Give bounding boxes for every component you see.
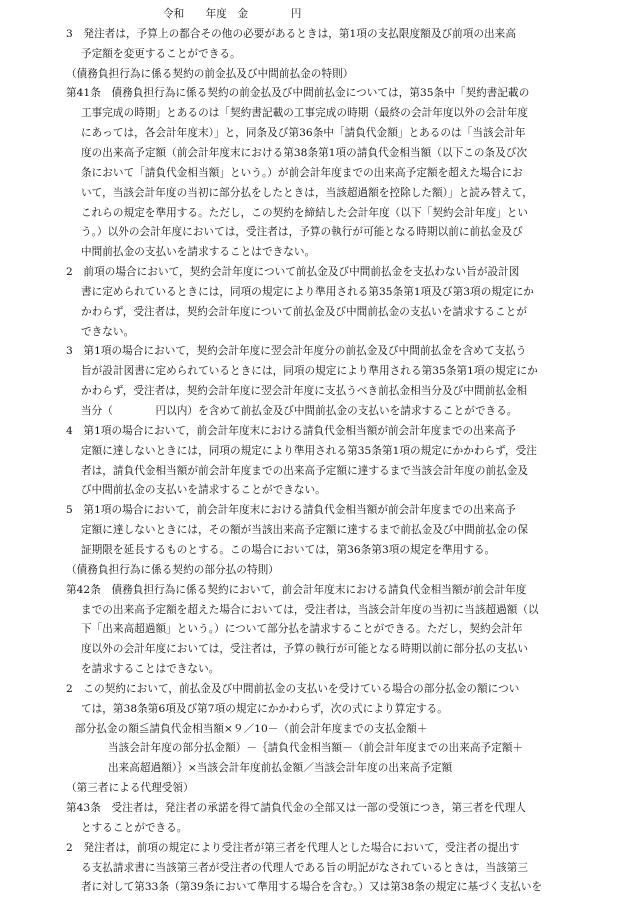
text-line: 4 第1項の場合において，前会計年度末における請負代金相当額が前会計年度までの出来高予 <box>66 424 516 437</box>
text-line: 3 発注者は，予算上の都合その他の必要があるときは，第1項の支払限度額及び前項の出来高 <box>66 27 516 40</box>
text-line: う。）以外の会計年度においては，受注者は，予算の執行が可能となる時期以前に前払金及び <box>81 226 523 239</box>
text-line: 度以外の会計年度においては，受注者は，予算の執行が可能となる時期以前に部分払の支払い <box>81 643 529 656</box>
text-line: （債務負担行為に係る契約の部分払の特則） <box>66 563 279 576</box>
text-line: 2 発注者は，前項の規定により受注者が第三者を代理人とした場合において，受注者の提出す <box>66 841 520 854</box>
text-line: 証期限を延長するものとする。この場合においては，第36条第3項の規定を準用する。 <box>81 543 496 556</box>
text-line: 2 前項の場合において，契約会計年度について前払金及び中間前払金を支払わない旨が設計図 <box>66 266 520 279</box>
text-line: 者に対して第33条（第39条において準用する場合を含む。）又は第38条の規定に基づく支払いを <box>81 881 543 894</box>
text-line: 度の出来高予定額（前会計年度末における第38条第1項の請負代金相当額（以下この条及び次 <box>81 146 528 159</box>
text-line: を請求することはできない。 <box>81 663 220 676</box>
text-line: これらの規定を準用する。ただし，この契約を締結した会計年度（以下「契約会計年度」とい <box>81 206 529 219</box>
text-line: 下「出来高超過額」という。）について部分払を請求することができる。ただし，契約会計年 <box>81 623 523 636</box>
text-line: 第43条 受注者は，発注者の承諾を得て請負代金の全部又は一部の受領につき，第三者を代理人 <box>66 802 526 814</box>
text-line: 令和 年度 金 円 <box>163 8 302 20</box>
text-line: かわらず，受注者は，契約会計年度に翌会計年度に支払うべき前払金相当分及び中間前払金相 <box>81 385 528 398</box>
text-line: 部分払金の額≦請負代金相当額×９／10－（前会計年度までの支払金額＋ <box>75 722 428 735</box>
text-line: る支払請求書に当該第三者が受注者の代理人である旨の明記がなされているときは，当該第三 <box>81 861 529 874</box>
text-line: 2 この契約において，前払金及び中間前払金の支払いを受けている場合の部分払金の額につい <box>66 682 520 695</box>
text-line: とすることができる。 <box>81 821 188 834</box>
text-line: いて，当該会計年度の当初に部分払をしたときは，当該超過額を控除した額）」と読み替えて， <box>81 186 533 199</box>
text-line: 出来高超過額）｝×当該会計年度前払金額／当該会計年度の出来高予定額 <box>108 762 453 775</box>
text-line: 第42条 債務負担行為に係る契約において，前会計年度末における請負代金相当額が前会計年度 <box>66 583 527 596</box>
text-line: び中間前払金の支払いを請求することができない。 <box>81 484 326 497</box>
text-line: 当分（ 円以内）を含めて前払金及び中間前払金の支払いを請求することができる。 <box>81 405 518 417</box>
text-line: 3 第1項の場合において，契約会計年度に翌会計年度分の前払金及び中間前払金を含めて支払う <box>66 345 527 358</box>
text-line: 定額に達しないときには，その額が当該出来高予定額に達するまで前払金及び中間前払金の保 <box>81 524 529 537</box>
text-line: （第三者による代理受領） <box>66 782 194 795</box>
text-line: 5 第1項の場合において，前会計年度末における請負代金相当額が前会計年度までの出来高予 <box>66 504 516 517</box>
text-line: ては，第38条第6項及び第7項の規定にかかわらず，次の式により算定する。 <box>81 702 448 715</box>
text-line: 予定額を変更することができる。 <box>81 47 241 60</box>
text-line: 当該会計年度の部分払金額）－｛請負代金相当額－（前会計年度までの出来高予定額＋ <box>108 742 524 755</box>
text-line: 書に定められているときには，同項の規定により準用される第35条第1項及び第3項の規定にか <box>81 285 534 298</box>
text-line: までの出来高予定額を超えた場合においては，受注者は，当該会計年度の当初に当該超過額（以 <box>81 603 539 616</box>
text-line: 定額に達しないときには，同項の規定により準用される第35条第1項の規定にかかわらず，受注 <box>81 444 537 457</box>
text-line: 中間前払金の支払いを請求することはできない。 <box>81 246 316 259</box>
text-line: 条において「請負代金相当額」という。）が前会計年度までの出来高予定額を超えた場合にお <box>81 166 523 179</box>
text-line: 旨が設計図書に定められているときには，同項の規定により準用される第35条第1項の規定にか <box>81 365 538 378</box>
text-line: 第41条 債務負担行為に係る契約の前金払及び中間前払金については，第35条中「契約書記載の <box>66 87 530 100</box>
text-line: （債務負担行為に係る契約の前金払及び中間前払金の特則） <box>66 67 354 80</box>
text-line: かわらず，受注者は，契約会計年度について前払金及び中間前払金の支払いを請求することが <box>81 305 527 318</box>
text-line: できない。 <box>81 325 135 338</box>
text-line: にあっては，各会計年度末）」と，同条及び第36条中「請負代金額」とあるのは「当該会計年 <box>81 127 526 140</box>
text-line: 工事完成の時期」とあるのは「契約書記載の工事完成の時期（最終の会計年度以外の会計年度 <box>81 107 529 120</box>
text-line: 者は，請負代金相当額が前会計年度までの出来高予定額に達するまで当該会計年度の前払金及 <box>81 464 529 477</box>
